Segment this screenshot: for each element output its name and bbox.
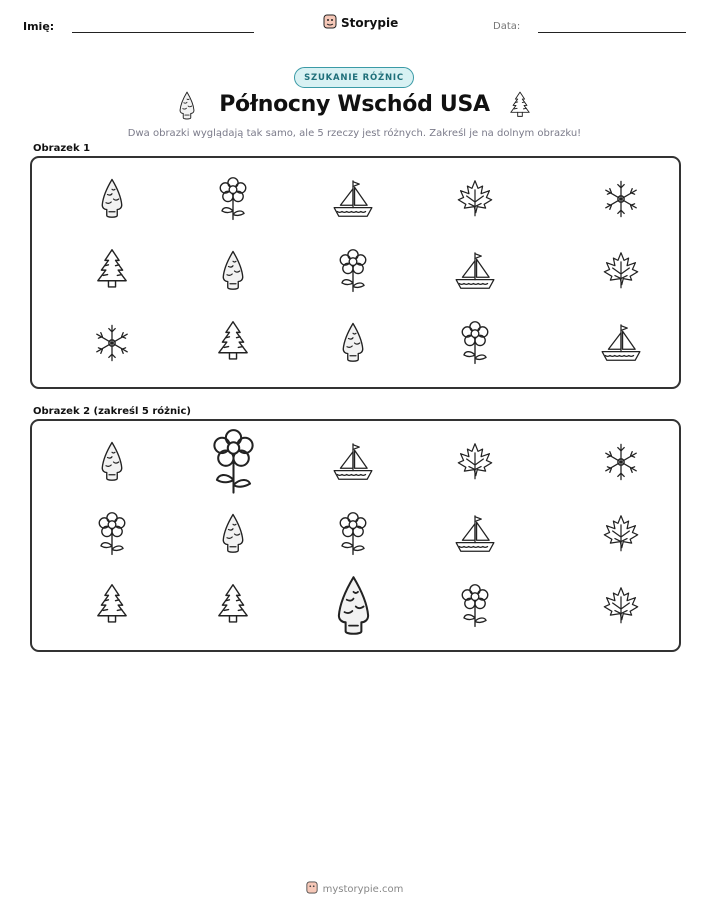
arrowhead-icon[interactable] <box>203 504 263 564</box>
date-label: Data: <box>493 21 521 32</box>
pine-tree-icon <box>82 241 142 301</box>
date-line[interactable] <box>538 32 686 33</box>
footer <box>0 881 709 897</box>
footer-url[interactable]: mystorypie.com <box>322 883 404 895</box>
maple-leaf-icon[interactable] <box>445 432 505 492</box>
brand-name: Storypie <box>341 16 399 30</box>
picture2-label: Obrazek 2 (zakreśl 5 różnic) <box>33 406 191 417</box>
sailboat-icon[interactable] <box>445 504 505 564</box>
title-pine-tree-icon <box>507 91 533 125</box>
sailboat-icon <box>445 241 505 301</box>
name-line[interactable] <box>72 32 254 33</box>
flower-icon[interactable] <box>445 576 505 636</box>
arrowhead-icon <box>323 313 383 373</box>
brand-logo <box>323 14 398 32</box>
storypie-logo-icon <box>323 14 337 32</box>
sailboat-icon <box>323 169 383 229</box>
pine-tree-icon[interactable] <box>203 576 263 636</box>
pine-tree-icon <box>203 313 263 373</box>
flower-icon[interactable] <box>82 504 142 564</box>
maple-leaf-icon <box>445 169 505 229</box>
footer-logo-icon <box>306 881 318 897</box>
sailboat-icon[interactable] <box>323 432 383 492</box>
arrowhead-icon <box>82 169 142 229</box>
sailboat-icon <box>591 313 651 373</box>
maple-leaf-icon[interactable] <box>591 504 651 564</box>
snowflake-icon <box>82 313 142 373</box>
picture1-label: Obrazek 1 <box>33 143 91 154</box>
snowflake-icon <box>591 169 651 229</box>
pine-tree-icon[interactable] <box>82 576 142 636</box>
instructions: Dwa obrazki wyglądają tak samo, ale 5 rzeczy jest różnych. Zakreśl je na dolnym obrazku! <box>127 128 582 139</box>
flower-icon <box>203 169 263 229</box>
arrowhead-icon[interactable] <box>323 576 383 636</box>
flower-icon <box>445 313 505 373</box>
snowflake-icon[interactable] <box>591 432 651 492</box>
maple-leaf-icon <box>591 241 651 301</box>
picture2-panel[interactable] <box>30 419 681 652</box>
picture1-panel <box>30 156 681 389</box>
arrowhead-icon <box>203 241 263 301</box>
flower-icon[interactable] <box>323 504 383 564</box>
flower-icon <box>323 241 383 301</box>
arrowhead-icon[interactable] <box>82 432 142 492</box>
name-label: Imię: <box>23 20 55 33</box>
maple-leaf-icon[interactable] <box>591 576 651 636</box>
page-title: Północny Wschód USA <box>219 92 490 117</box>
flower-icon[interactable] <box>203 432 263 492</box>
activity-badge: SZUKANIE RÓŻNIC <box>294 67 414 88</box>
